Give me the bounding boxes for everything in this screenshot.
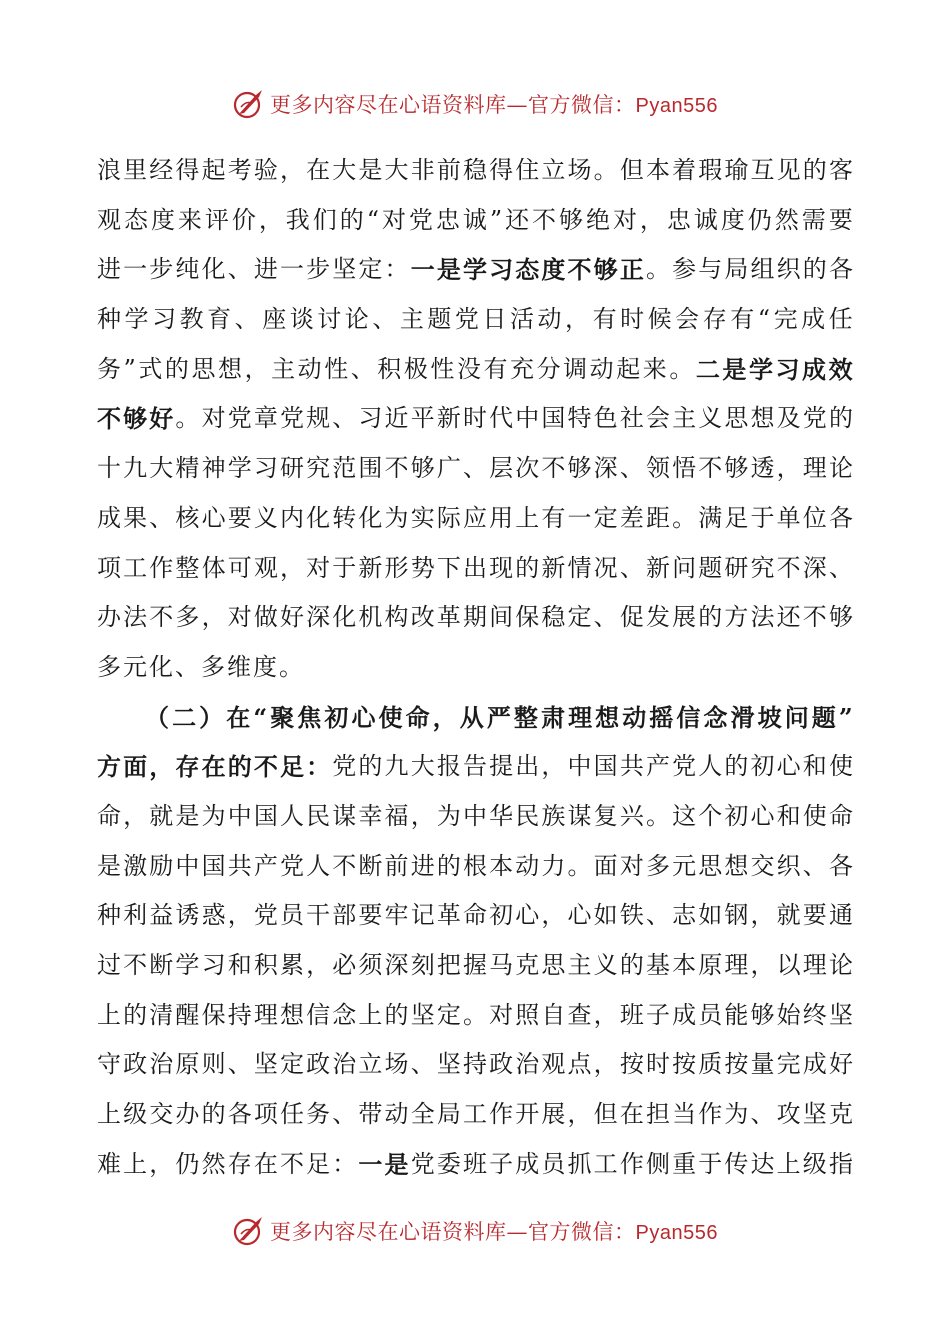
text-line: 上 的 清 醒 保 持 理 想 信 念 上 的 坚 定 。 对 照 自 查 ， 班 子 成 员 能 够 始 终 坚 [97,1000,853,1029]
text-line: 进 一 步 纯 化 、 进 一 步 坚 定 ： 一 是 学 习 态 度 不 够 正 。 参 与 局 组 织 的 各 [97,255,853,285]
text-line: 难 上 ， 仍 然 存 在 不 足 ： 一 是 党 委 班 子 成 员 抓 工 作 侧 重 于 传 达 上 级 指 [97,1149,853,1179]
text-line: （ 二 ） 在 “ 聚 焦 初 心 使 命 ， 从 严 整 肃 理 想 动 摇 信 念 滑 坡 问 题 ” [145,702,853,732]
text-line: 方 面 ， 存 在 的 不 足 ： 党 的 九 大 报 告 提 出 ， 中 国 共 产 党 人 的 初 心 和 使 [97,752,853,782]
text-line: 十 九 大 精 神 学 习 研 究 范 围 不 够 广 、 层 次 不 够 深 、 领 悟 不 够 透 ， 理 论 [97,454,853,483]
text-line: 种 利 益 诱 惑 ， 党 员 干 部 要 牢 记 革 命 初 心 ， 心 如 铁 、 志 如 钢 ， 就 要 通 [97,901,853,930]
quill-seal-logo-icon [232,1214,266,1248]
text-line: 命 ， 就 是 为 中 国 人 民 谋 幸 福 ， 为 中 华 民 族 谋 复 兴 。 这 个 初 心 和 使 命 [97,801,853,830]
document-body [97,146,853,1189]
text-line: 多 元 化 、 多 维 度 。 [97,652,305,681]
text-line: 成 果 、 核 心 要 义 内 化 转 化 为 实 际 应 用 上 有 一 定 差 距 。 满 足 于 单 位 各 [97,503,853,532]
footer-wechat-id: Pyan556 [635,1222,718,1244]
header-wechat-id: Pyan556 [635,95,718,117]
header-watermark-text: 更多内容尽在心语资料库—官方微信：Pyan556 [270,93,718,117]
header-watermark-banner [0,82,950,126]
text-line: 是 激 励 中 国 共 产 党 人 不 断 前 进 的 根 本 动 力 。 面 对 多 元 思 想 交 织 、 各 [97,851,853,880]
quill-seal-logo-icon [232,87,266,121]
text-line: 不 够 好 。 对 党 章 党 规 、 习 近 平 新 时 代 中 国 特 色 社 会 主 义 思 想 及 党 的 [97,404,853,434]
text-line: 上 级 交 办 的 各 项 任 务 、 带 动 全 局 工 作 开 展 ， 但 在 担 当 作 为 、 攻 坚 克 [97,1100,853,1129]
text-line: 浪 里 经 得 起 考 验 ， 在 大 是 大 非 前 稳 得 住 立 场 。 但 本 着 瑕 瑜 互 见 的 客 [97,156,853,184]
text-line: 项 工 作 整 体 可 观 ， 对 于 新 形 势 下 出 现 的 新 情 况 、 新 问 题 研 究 不 深 、 [97,553,853,582]
text-line: 观 态 度 来 评 价 ， 我 们 的 “ 对 党 忠 诚 ” 还 不 够 绝 对 ， 忠 诚 度 仍 然 需 要 [97,205,853,234]
text-line: 过 不 断 学 习 和 积 累 ， 必 须 深 刻 把 握 马 克 思 主 义 的 基 本 原 理 ， 以 理 论 [97,951,853,979]
text-line: 务 ” 式 的 思 想 ， 主 动 性 、 积 极 性 没 有 充 分 调 动 起 来 。 二 是 学 习 成 效 [97,354,853,384]
text-line: 办 法 不 多 ， 对 做 好 深 化 机 构 改 革 期 间 保 稳 定 、 促 发 展 的 方 法 还 不 够 [97,603,853,632]
text-line: 守 政 治 原 则 、 坚 定 政 治 立 场 、 坚 持 政 治 观 点 ， 按 时 按 质 按 量 完 成 好 [97,1050,853,1079]
footer-watermark-text: 更多内容尽在心语资料库—官方微信：Pyan556 [270,1220,718,1244]
text-line: 种 学 习 教 育 、 座 谈 讨 论 、 主 题 党 日 活 动 ， 有 时 候 会 存 有 “ 完 成 任 [97,305,853,334]
footer-watermark-banner [0,1209,950,1253]
